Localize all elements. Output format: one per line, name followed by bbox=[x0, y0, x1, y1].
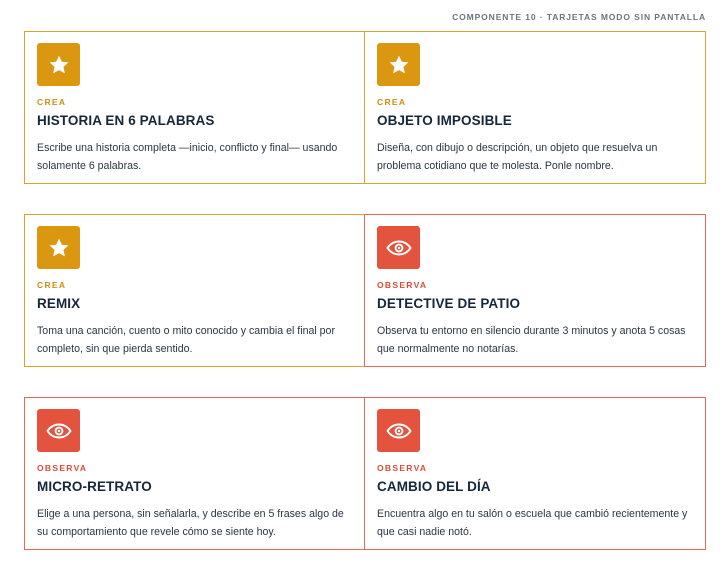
eye-icon bbox=[377, 409, 420, 452]
card-category: OBSERVA bbox=[377, 463, 428, 473]
card-row bbox=[24, 31, 706, 184]
eye-icon bbox=[377, 226, 420, 269]
card-row bbox=[24, 214, 706, 367]
star-icon bbox=[377, 43, 420, 86]
card-category: CREA bbox=[37, 280, 67, 290]
card-title: HISTORIA EN 6 PALABRAS bbox=[37, 113, 215, 128]
card-category: OBSERVA bbox=[37, 463, 88, 473]
card-title: OBJETO IMPOSIBLE bbox=[377, 113, 512, 128]
activity-card-objeto-imposible[interactable] bbox=[365, 31, 706, 184]
activity-card-detective-de-patio[interactable] bbox=[365, 214, 706, 367]
card-description: Toma una canción, cuento o mito conocido y cambia el final por completo, sin que pierda sentido. bbox=[37, 325, 335, 355]
card-title: DETECTIVE DE PATIO bbox=[377, 296, 521, 311]
card-description: Encuentra algo en tu salón o escuela que cambió recientemente y que casi nadie notó. bbox=[377, 508, 688, 538]
card-title: REMIX bbox=[37, 296, 81, 311]
star-icon bbox=[37, 43, 80, 86]
card-row bbox=[24, 397, 706, 550]
card-description: Escribe una historia completa —inicio, conflicto y final— usando solamente 6 palabras. bbox=[37, 142, 338, 172]
star-icon bbox=[37, 226, 80, 269]
card-title: CAMBIO DEL DÍA bbox=[377, 479, 491, 494]
card-title: MICRO-RETRATO bbox=[37, 479, 152, 494]
card-description: Diseña, con dibujo o descripción, un objeto que resuelva un problema cotidiano que te molesta. Ponle nombre. bbox=[377, 142, 658, 172]
card-description: Observa tu entorno en silencio durante 3 minutos y anota 5 cosas que normalmente no notarías. bbox=[377, 325, 686, 355]
activity-card-cambio-del-dia[interactable] bbox=[365, 397, 706, 550]
card-category: CREA bbox=[37, 97, 67, 107]
card-description: Elige a una persona, sin señalarla, y describe en 5 frases algo de su comportamiento que revele cómo se siente hoy. bbox=[37, 508, 344, 538]
activity-card-historia-en-6-palabras[interactable] bbox=[24, 31, 365, 184]
component-header: COMPONENTE 10 · TARJETAS MODO SIN PANTALLA bbox=[452, 12, 706, 22]
card-category: CREA bbox=[377, 97, 407, 107]
card-category: OBSERVA bbox=[377, 280, 428, 290]
eye-icon bbox=[37, 409, 80, 452]
activity-card-micro-retrato[interactable] bbox=[24, 397, 365, 550]
activity-card-remix[interactable] bbox=[24, 214, 365, 367]
